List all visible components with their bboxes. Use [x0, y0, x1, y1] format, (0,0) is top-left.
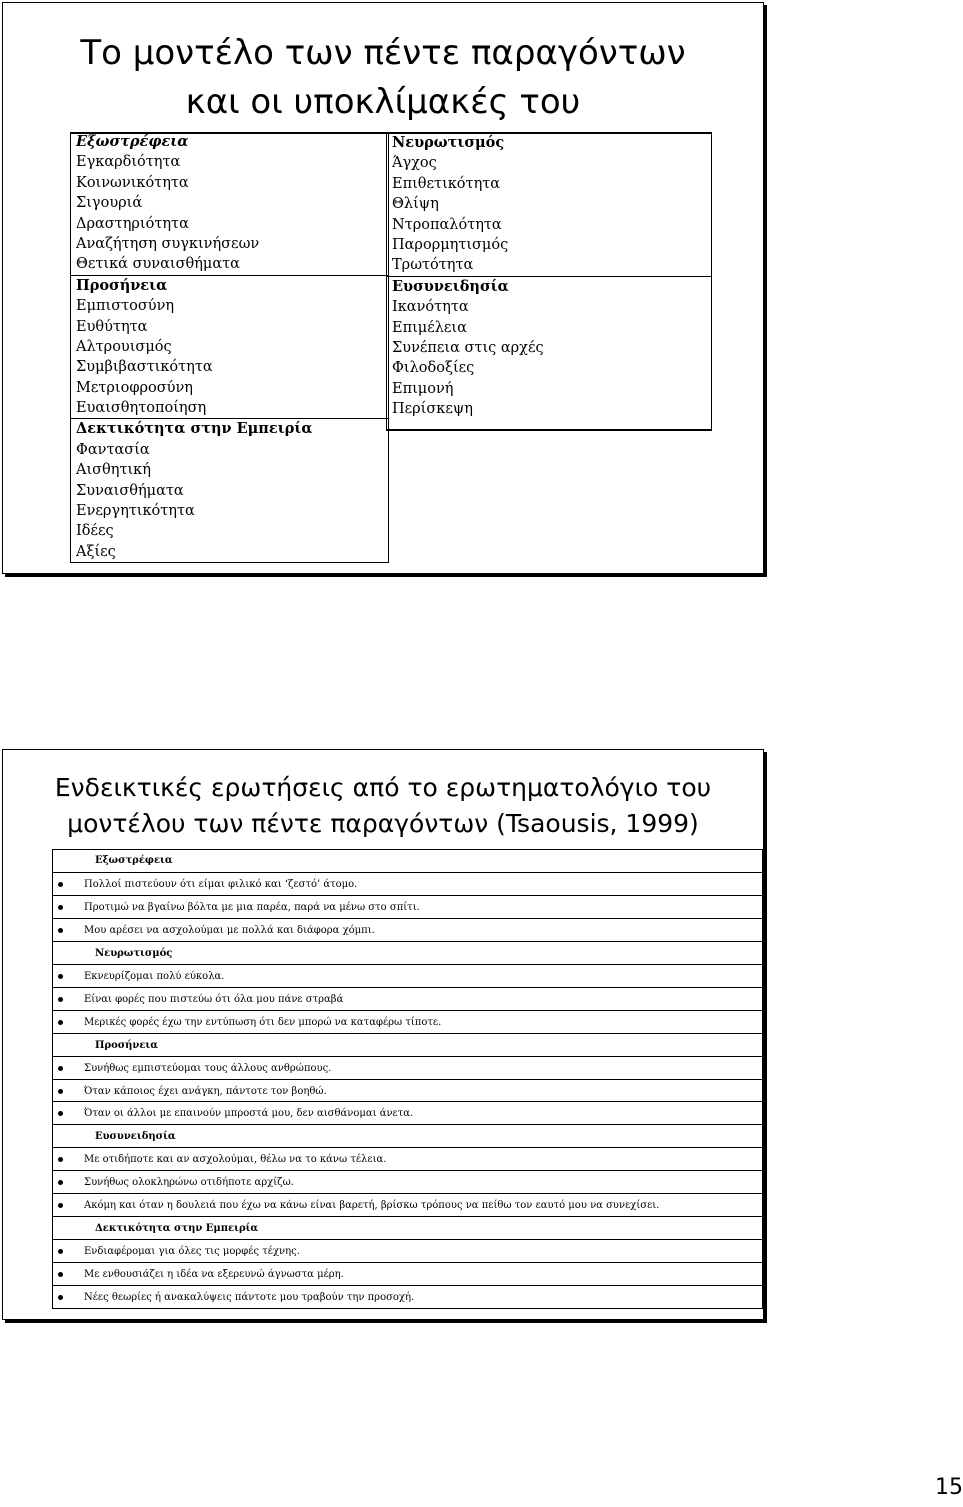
question-factor-label — [52, 1033, 763, 1056]
facet-item: Επιθετικότητα — [392, 175, 501, 192]
facet-item: Ευθύτητα — [76, 318, 148, 335]
question-factor-label — [52, 1124, 763, 1147]
facet-item: Αλτρουισμός — [76, 338, 172, 355]
question-text: Με οτιδήποτε και αν ασχολούμαι, θέλω να το κάνω τέλεια. — [84, 1154, 387, 1166]
bullet-icon — [58, 974, 63, 979]
bullet-icon — [58, 1180, 63, 1185]
question-text: Συνήθως εμπιστεύομαι τους άλλους ανθρώπους. — [84, 1062, 332, 1074]
trait-table — [70, 132, 711, 564]
question-item — [52, 987, 763, 1010]
question-item — [52, 872, 763, 895]
slide2-title-line2: μοντέλου των πέντε παραγόντων (Tsaousis, 1999) — [67, 809, 699, 838]
facet-item: Περίσκεψη — [392, 401, 473, 418]
facet-item: Ενεργητικότητα — [76, 503, 195, 520]
question-item — [52, 1239, 763, 1262]
facet-item: Συναισθήματα — [76, 482, 184, 499]
question-item — [52, 1147, 763, 1170]
facet-item: Ευαισθητοποίηση — [76, 400, 207, 417]
slide2-title — [3, 770, 763, 842]
question-text: Συνήθως ολοκληρώνω οτιδήποτε αρχίζω. — [84, 1177, 294, 1189]
slide1-title — [3, 29, 763, 127]
bullet-icon — [58, 928, 63, 933]
question-text: Είναι φορές που πιστεύω ότι όλα μου πάνε στραβά — [84, 993, 344, 1005]
bullet-icon — [58, 1111, 63, 1116]
facet-item: Αισθητική — [76, 462, 151, 479]
question-text: Μερικές φορές έχω την εντύπωση ότι δεν μπορώ να καταφέρω τίποτε. — [84, 1016, 442, 1028]
facet-item: Κοινωνικότητα — [76, 174, 189, 191]
facet-item: Θετικά συναισθήματα — [76, 256, 240, 273]
facet-item: Εγκαρδιότητα — [76, 154, 181, 171]
facet-item: Αναζήτηση συγκινήσεων — [76, 235, 260, 252]
facet-item: Ντροπαλότητα — [392, 216, 502, 233]
question-item — [52, 1056, 763, 1079]
slide1-title-line1: Το μοντέλο των πέντε παραγόντων — [80, 33, 686, 73]
bullet-icon — [58, 1089, 63, 1094]
facet-item: Συμβιβαστικότητα — [76, 359, 213, 376]
trait-table-left-column — [70, 132, 389, 563]
question-item — [52, 1010, 763, 1033]
bullet-icon — [58, 1249, 63, 1254]
bullet-icon — [58, 1272, 63, 1277]
bullet-icon — [58, 882, 63, 887]
question-factor-label — [52, 849, 763, 872]
facet-item: Φαντασία — [76, 441, 150, 458]
bullet-icon — [58, 997, 63, 1002]
facet-item: Αξίες — [76, 543, 116, 560]
bullet-icon — [58, 905, 63, 910]
factor-label-text: Προσήνεια — [95, 1039, 158, 1051]
question-text: Ενδιαφέρομαι για όλες τις μορφές τέχνης. — [84, 1246, 300, 1258]
facet-item: Παρορμητισμός — [392, 236, 509, 253]
question-item — [52, 918, 763, 941]
facet-item: Σιγουριά — [76, 195, 143, 212]
question-factor-label — [52, 941, 763, 964]
trait-table-right-top-border — [386, 132, 712, 134]
factor-heading: Προσήνεια — [71, 275, 388, 296]
factor-label-text: Ευσυνειδησία — [95, 1131, 176, 1143]
facet-item: Ιδέες — [76, 523, 114, 540]
question-text: Προτιμώ να βγαίνω βόλτα με μια παρέα, παρά να μένω στο σπίτι. — [84, 901, 420, 913]
facet-item: Μετριοφροσύνη — [76, 379, 193, 396]
facet-item: Τρωτότητα — [392, 257, 474, 274]
question-item — [52, 1101, 763, 1124]
question-text: Εκνευρίζομαι πολύ εύκολα. — [84, 970, 225, 982]
question-factor-label — [52, 1216, 763, 1239]
facet-item: Θλίψη — [392, 196, 439, 213]
page-number: 15 — [935, 1475, 963, 1500]
bullet-icon — [58, 1066, 63, 1071]
slide2-title-line1: Ενδεικτικές ερωτήσεις από το ερωτηματολόγιο του — [54, 773, 712, 802]
question-item — [52, 1193, 763, 1216]
factor-label-text: Νευρωτισμός — [95, 947, 173, 959]
question-item — [52, 964, 763, 987]
facet-item: Εμπιστοσύνη — [76, 298, 175, 315]
question-text: Μου αρέσει να ασχολούμαι με πολλά και διάφορα χόμπι. — [84, 924, 375, 936]
question-text: Νέες θεωρίες ή ανακαλύψεις πάντοτε μου τραβούν την προσοχή. — [84, 1292, 415, 1304]
question-item — [52, 895, 763, 918]
trait-table-right-column — [386, 132, 712, 431]
factor-heading: Ευσυνειδησία — [387, 276, 711, 297]
question-text: Με ενθουσιάζει η ιδέα να εξερευνώ άγνωστα μέρη. — [84, 1269, 344, 1281]
question-item — [52, 1170, 763, 1193]
question-text: Πολλοί πιστεύουν ότι είμαι φιλικό και ‘ζεστό’ άτομο. — [84, 878, 358, 890]
slide1-title-line2: και οι υποκλίμακές του — [185, 82, 581, 122]
question-text: Όταν οι άλλοι με επαινούν μπροστά μου, δεν αισθάνομαι άνετα. — [84, 1108, 414, 1120]
question-item — [52, 1262, 763, 1285]
bullet-icon — [58, 1020, 63, 1025]
question-text: Ακόμη και όταν η δουλειά που έχω να κάνω είναι βαρετή, βρίσκω τρόπους να πείθω τον εαυτό μου να συνεχίσει. — [84, 1200, 660, 1212]
trait-table-left-top-border — [70, 132, 389, 134]
question-item — [52, 1079, 763, 1102]
facet-item: Δραστηριότητα — [76, 215, 189, 232]
factor-heading: Νευρωτισμός — [392, 134, 505, 151]
facet-item: Επιμέλεια — [392, 319, 467, 336]
factor-label-text: Εξωστρέφεια — [95, 855, 173, 866]
facet-item: Ικανότητα — [392, 299, 469, 316]
question-item — [52, 1285, 763, 1308]
bullet-icon — [58, 1203, 63, 1208]
factor-label-text: Δεκτικότητα στην Εμπειρία — [95, 1223, 259, 1235]
facet-item: Συνέπεια στις αρχές — [392, 339, 544, 356]
bullet-icon — [58, 1295, 63, 1300]
bullet-icon — [58, 1157, 63, 1162]
facet-item: Επιμονή — [392, 380, 454, 397]
factor-heading: Δεκτικότητα στην Εμπειρία — [71, 418, 388, 439]
question-text: Όταν κάποιος έχει ανάγκη, πάντοτε τον βοηθώ. — [84, 1085, 327, 1097]
facet-item: Φιλοδοξίες — [392, 360, 475, 377]
factor-heading: Εξωστρέφεια — [76, 133, 189, 150]
facet-item: Άγχος — [392, 155, 437, 172]
